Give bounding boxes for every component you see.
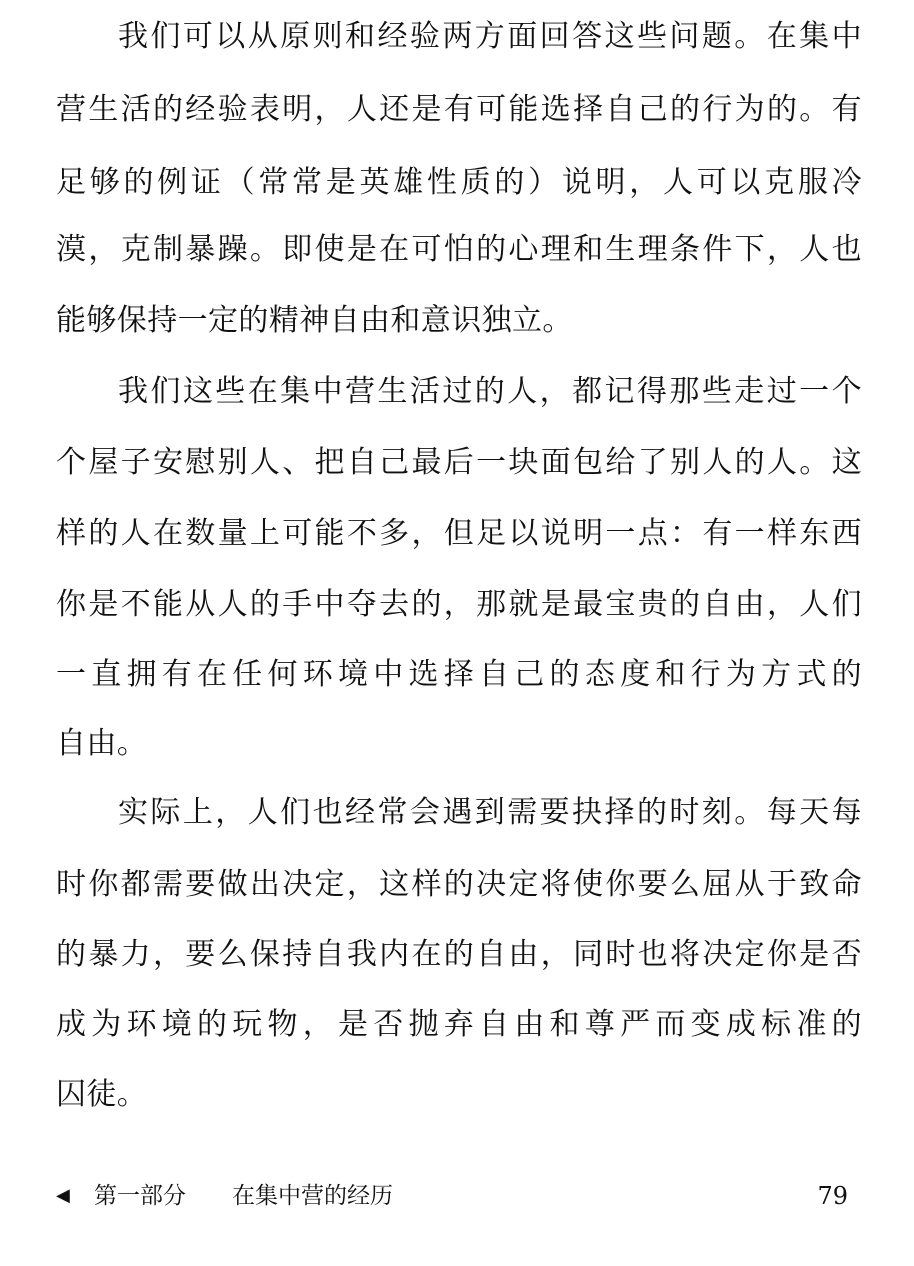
footer-chapter-title: 在集中营的经历 — [232, 1183, 393, 1209]
text-line: 能够保持一定的精神自由和意识独立。 — [56, 303, 573, 338]
text-line: 自由。 — [56, 726, 148, 761]
text-line: 漠，克制暴躁。即使是在可怕的心理和生理条件下，人也 — [56, 232, 862, 267]
left-arrow-icon: ◀ — [56, 1185, 70, 1206]
text-line: 囚徒。 — [56, 1077, 148, 1112]
page-number: 79 — [817, 1182, 848, 1210]
text-line: 的暴力，要么保持自我内在的自由，同时也将决定你是否 — [56, 937, 862, 972]
text-line: 实际上，人们也经常会遇到需要抉择的时刻。每天每 — [118, 795, 862, 830]
footer-section-label: 第一部分 — [94, 1183, 186, 1209]
page-footer — [56, 1176, 848, 1216]
text-line: 时你都需要做出决定，这样的决定将使你要么屈从于致命 — [56, 867, 862, 902]
text-line: 一直拥有在任何环境中选择自己的态度和行为方式的 — [56, 657, 862, 692]
text-line: 营生活的经验表明，人还是有可能选择自己的行为的。有 — [56, 92, 862, 127]
text-line: 成为环境的玩物，是否抛弃自由和尊严而变成标准的 — [56, 1007, 862, 1042]
text-line: 个屋子安慰别人、把自己最后一块面包给了别人的人。这 — [56, 445, 862, 480]
text-line: 我们这些在集中营生活过的人，都记得那些走过一个 — [118, 374, 862, 409]
text-line: 足够的例证（常常是英雄性质的）说明，人可以克服冷 — [56, 165, 862, 200]
text-line: 样的人在数量上可能不多，但足以说明一点：有一样东西 — [56, 516, 862, 551]
text-line: 你是不能从人的手中夺去的，那就是最宝贵的自由，人们 — [56, 587, 862, 622]
text-line: 我们可以从原则和经验两方面回答这些问题。在集中 — [118, 19, 862, 54]
